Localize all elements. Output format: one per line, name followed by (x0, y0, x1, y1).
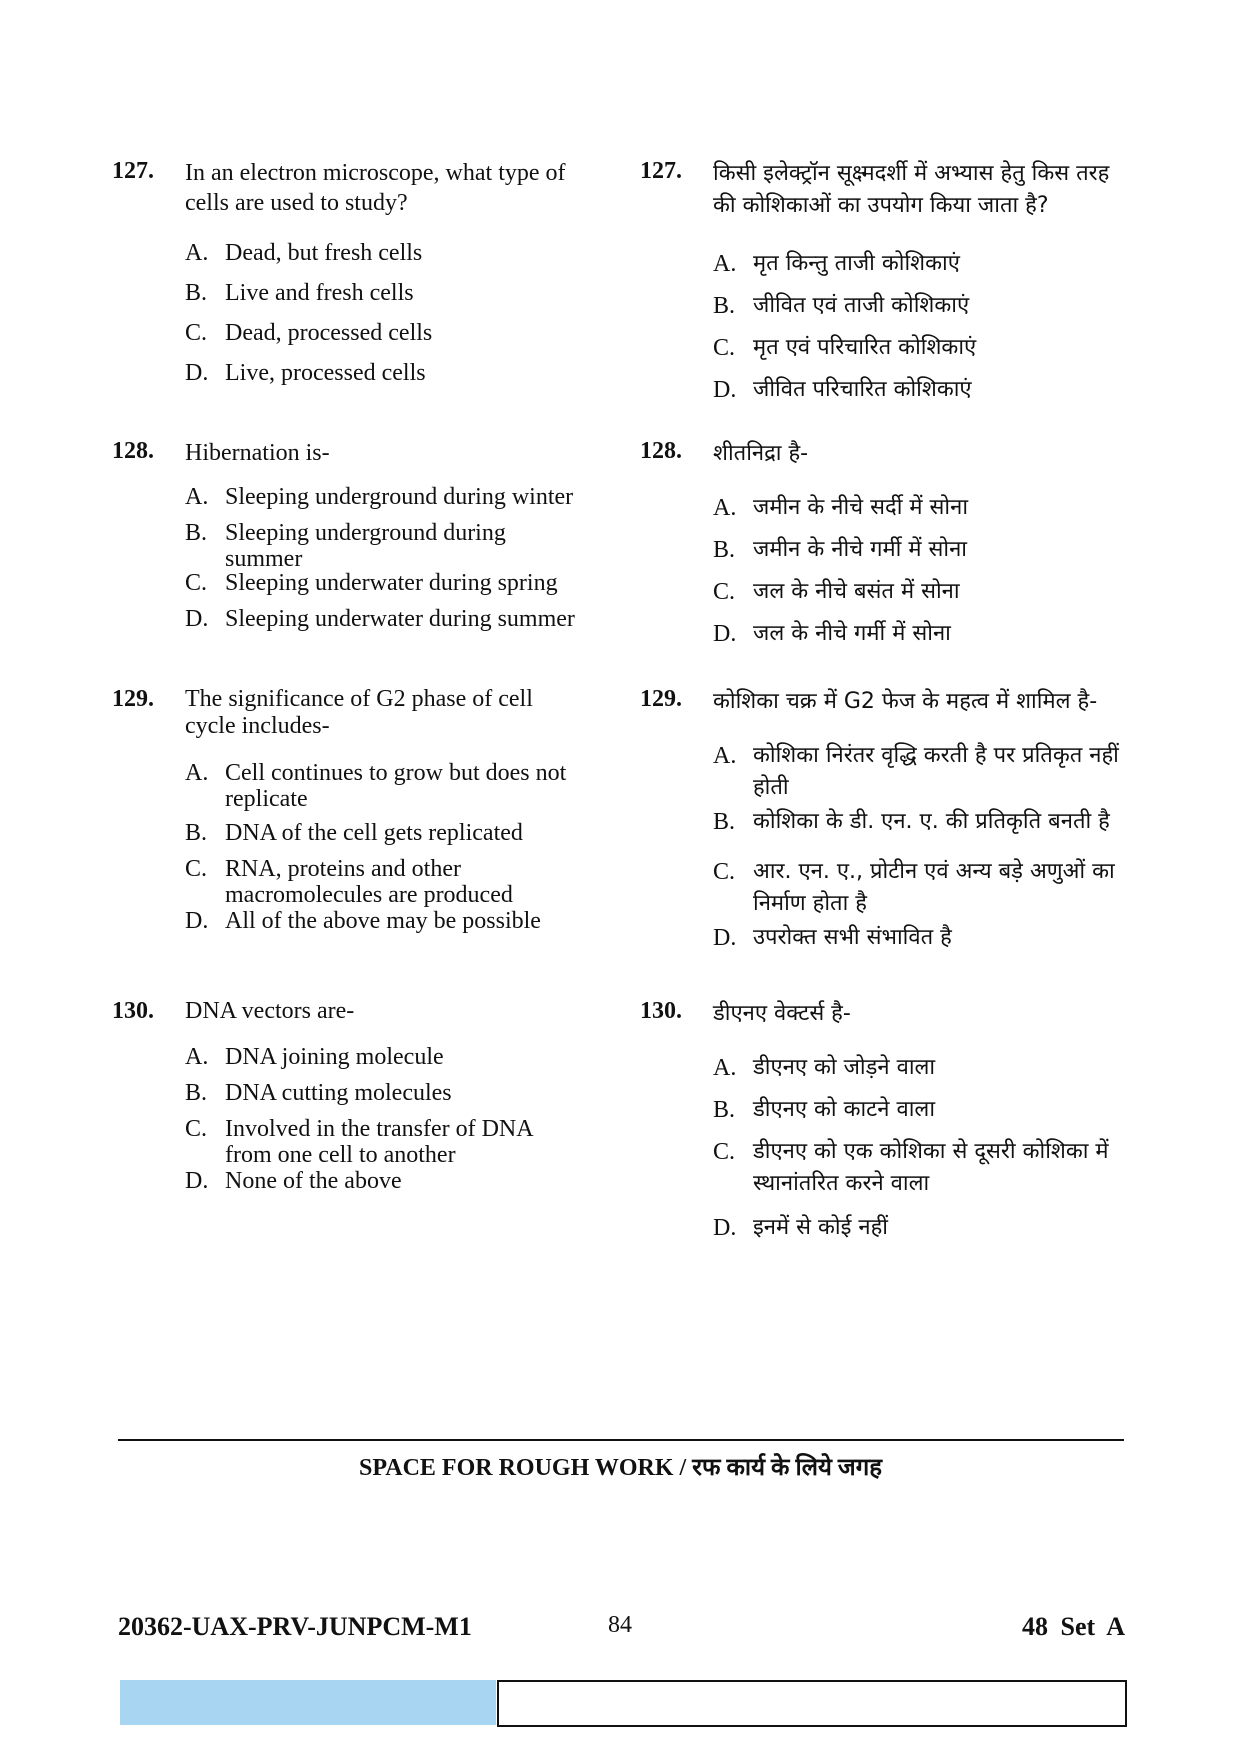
option-text (225, 760, 566, 812)
option-text (753, 618, 951, 650)
option-letter: C. (713, 1139, 736, 1165)
option-text-line: macromolecules are produced (225, 882, 513, 908)
question-text (185, 998, 605, 1025)
option-a (713, 492, 969, 525)
question-number: 129. (640, 686, 682, 712)
option-text-line: summer (225, 546, 303, 572)
option-b (713, 534, 968, 567)
option-d (713, 922, 952, 955)
option-letter: C. (713, 335, 736, 361)
option-text-line: Sleeping underground during winter (225, 484, 574, 510)
question-text-line: DNA vectors are- (185, 998, 355, 1024)
option-letter: D. (713, 925, 737, 951)
option-d (185, 908, 541, 934)
option-letter: D. (185, 360, 209, 386)
option-text (753, 290, 969, 322)
option-letter: A. (713, 1055, 737, 1081)
question-text (713, 998, 1133, 1030)
option-text-line: replicate (225, 786, 308, 812)
option-c (713, 576, 960, 609)
option-letter: D. (713, 1215, 737, 1241)
question-text-line: कोशिका चक्र में G2 फेज के महत्व में शामिल है- (713, 689, 1098, 714)
option-letter: C. (185, 856, 208, 882)
option-text (225, 320, 432, 346)
option-c (713, 1136, 1109, 1196)
question-text-line: डीएनए वेक्टर्स है- (713, 1001, 851, 1026)
option-text (753, 1094, 935, 1126)
option-letter: A. (185, 1044, 209, 1070)
option-d (185, 606, 575, 632)
question-text (185, 158, 605, 218)
option-text-line: Involved in the transfer of DNA (225, 1116, 534, 1142)
option-letter: B. (185, 520, 208, 546)
option-text (753, 922, 952, 954)
option-letter: D. (713, 621, 737, 647)
option-text (753, 534, 967, 566)
option-text-line: DNA cutting molecules (225, 1080, 452, 1106)
option-d (185, 1168, 402, 1194)
option-letter: D. (185, 606, 209, 632)
option-c (185, 570, 558, 596)
option-text-line: मृत एवं परिचारित कोशिकाएं (753, 335, 977, 360)
option-text-line: Cell continues to grow but does not (225, 760, 567, 786)
option-text (753, 1136, 1109, 1200)
option-text-line: होती (753, 775, 789, 800)
option-letter: C. (185, 1116, 208, 1142)
option-text (225, 1168, 402, 1194)
option-a (713, 740, 1119, 800)
option-letter: B. (713, 293, 736, 319)
option-text (753, 492, 968, 524)
option-text (753, 248, 960, 280)
option-letter: A. (713, 495, 737, 521)
question-number: 130. (640, 998, 682, 1024)
option-text-line: आर. एन. ए., प्रोटीन एवं अन्य बड़े अणुओं का (753, 859, 1115, 884)
question-text (713, 158, 1133, 222)
option-text (753, 576, 960, 608)
option-text-line: स्थानांतरित करने वाला (753, 1171, 930, 1196)
question-text-line: की कोशिकाओं का उपयोग किया जाता है? (713, 193, 1049, 218)
option-letter: A. (185, 484, 209, 510)
option-text (225, 908, 541, 934)
footer-empty-box (497, 1680, 1127, 1727)
option-letter: B. (185, 280, 208, 306)
option-c (185, 856, 513, 908)
option-letter: B. (713, 1097, 736, 1123)
option-text (225, 484, 573, 510)
option-text-line: जल के नीचे बसंत में सोना (753, 579, 960, 604)
option-text-line: कोशिका निरंतर वृद्धि करती है पर प्रतिकृत नहीं (753, 743, 1119, 768)
question-number: 127. (640, 158, 682, 184)
option-text-line: RNA, proteins and other (225, 856, 461, 882)
option-letter: C. (713, 579, 736, 605)
option-letter: A. (185, 760, 209, 786)
option-letter: C. (185, 570, 208, 596)
option-b (713, 1094, 936, 1127)
option-letter: B. (185, 1080, 208, 1106)
question-number: 129. (112, 686, 154, 712)
footer-color-bar (120, 1680, 496, 1725)
option-text (225, 606, 575, 632)
option-letter: B. (713, 537, 736, 563)
question-number: 128. (640, 438, 682, 464)
option-letter: C. (713, 859, 736, 885)
option-text (225, 856, 513, 908)
option-text-line: मृत किन्तु ताजी कोशिकाएं (753, 251, 960, 276)
question-text-line: cycle includes- (185, 713, 330, 739)
option-text-line: Sleeping underwater during summer (225, 606, 575, 632)
question-text (713, 438, 1133, 470)
option-b (185, 820, 523, 846)
option-letter: A. (713, 743, 737, 769)
option-letter: D. (713, 377, 737, 403)
option-letter: B. (713, 809, 736, 835)
option-text-line: जीवित एवं ताजी कोशिकाएं (753, 293, 970, 318)
option-letter: B. (185, 820, 208, 846)
option-text (225, 1080, 452, 1106)
question-text-line: शीतनिद्रा है- (713, 441, 809, 466)
option-text (225, 570, 558, 596)
option-d (713, 618, 951, 651)
option-a (185, 760, 567, 812)
option-text-line: डीएनए को जोड़ने वाला (753, 1055, 936, 1080)
option-text-line: DNA joining molecule (225, 1044, 444, 1070)
option-letter: A. (185, 240, 209, 266)
option-text-line: All of the above may be possible (225, 908, 541, 934)
option-a (185, 1044, 444, 1070)
option-text (753, 374, 972, 406)
option-text-line: उपरोक्त सभी संभावित है (753, 925, 952, 950)
option-text-line: जल के नीचे गर्मी में सोना (753, 621, 951, 646)
option-text-line: from one cell to another (225, 1142, 456, 1168)
option-c (713, 332, 977, 365)
question-text-line: cells are used to study? (185, 190, 408, 216)
page-number: 84 (608, 1612, 632, 1638)
option-b (713, 806, 1110, 839)
option-d (713, 374, 972, 407)
question-text-line: Hibernation is- (185, 440, 330, 466)
option-text-line: कोशिका के डी. एन. ए. की प्रतिकृति बनती है (753, 809, 1110, 834)
option-b (185, 1080, 452, 1106)
option-d (185, 360, 426, 386)
option-letter: D. (185, 908, 209, 934)
option-c (713, 856, 1115, 916)
option-a (185, 240, 423, 266)
question-text-line: The significance of G2 phase of cell (185, 686, 533, 712)
question-text (713, 686, 1133, 718)
question-text-line: किसी इलेक्ट्रॉन सूक्ष्मदर्शी में अभ्यास हेतु किस तरह (713, 161, 1110, 186)
question-number: 127. (112, 158, 154, 184)
option-text-line: Sleeping underground during (225, 520, 506, 546)
option-b (713, 290, 970, 323)
question-text (185, 438, 605, 468)
question-number: 130. (112, 998, 154, 1024)
option-a (713, 248, 960, 281)
option-text-line: Live and fresh cells (225, 280, 414, 306)
option-text (753, 806, 1110, 838)
option-text-line: जमीन के नीचे गर्मी में सोना (753, 537, 968, 562)
option-text-line: Live, processed cells (225, 360, 426, 386)
option-text-line: इनमें से कोई नहीं (753, 1215, 889, 1240)
option-text (225, 1116, 534, 1168)
set-label: 48 Set A (1022, 1612, 1125, 1641)
option-text (225, 240, 422, 266)
option-text-line: डीएनए को एक कोशिका से दूसरी कोशिका में (753, 1139, 1109, 1164)
option-a (185, 484, 574, 510)
option-text-line: Dead, but fresh cells (225, 240, 423, 266)
option-text-line: डीएनए को काटने वाला (753, 1097, 936, 1122)
option-text (225, 820, 523, 846)
option-text-line: जमीन के नीचे सर्दी में सोना (753, 495, 969, 520)
option-text-line: जीवित परिचारित कोशिकाएं (753, 377, 972, 402)
option-d (713, 1212, 889, 1245)
option-letter: A. (713, 251, 737, 277)
option-text-line: DNA of the cell gets replicated (225, 820, 523, 846)
question-text-line: In an electron microscope, what type of (185, 160, 566, 186)
option-text (225, 360, 426, 386)
option-text (753, 856, 1115, 920)
question-number: 128. (112, 438, 154, 464)
option-text-line: निर्माण होता है (753, 891, 867, 916)
option-text-line: Sleeping underwater during spring (225, 570, 558, 596)
option-text (753, 1212, 888, 1244)
rough-work-label: SPACE FOR ROUGH WORK / रफ कार्य के लिये जगह (359, 1455, 882, 1481)
option-a (713, 1052, 936, 1085)
option-text (225, 520, 506, 572)
option-letter: D. (185, 1168, 209, 1194)
option-text-line: None of the above (225, 1168, 402, 1194)
option-b (185, 520, 506, 572)
paper-code: 20362-UAX-PRV-JUNPCM-M1 (118, 1612, 472, 1641)
rough-work-divider (118, 1439, 1124, 1441)
question-text (185, 686, 605, 740)
option-text (753, 1052, 935, 1084)
option-text (753, 740, 1119, 804)
option-text (225, 280, 414, 306)
option-text-line: Dead, processed cells (225, 320, 433, 346)
option-c (185, 1116, 534, 1168)
option-letter: C. (185, 320, 208, 346)
option-text (753, 332, 976, 364)
option-b (185, 280, 414, 306)
option-text (225, 1044, 444, 1070)
option-c (185, 320, 433, 346)
